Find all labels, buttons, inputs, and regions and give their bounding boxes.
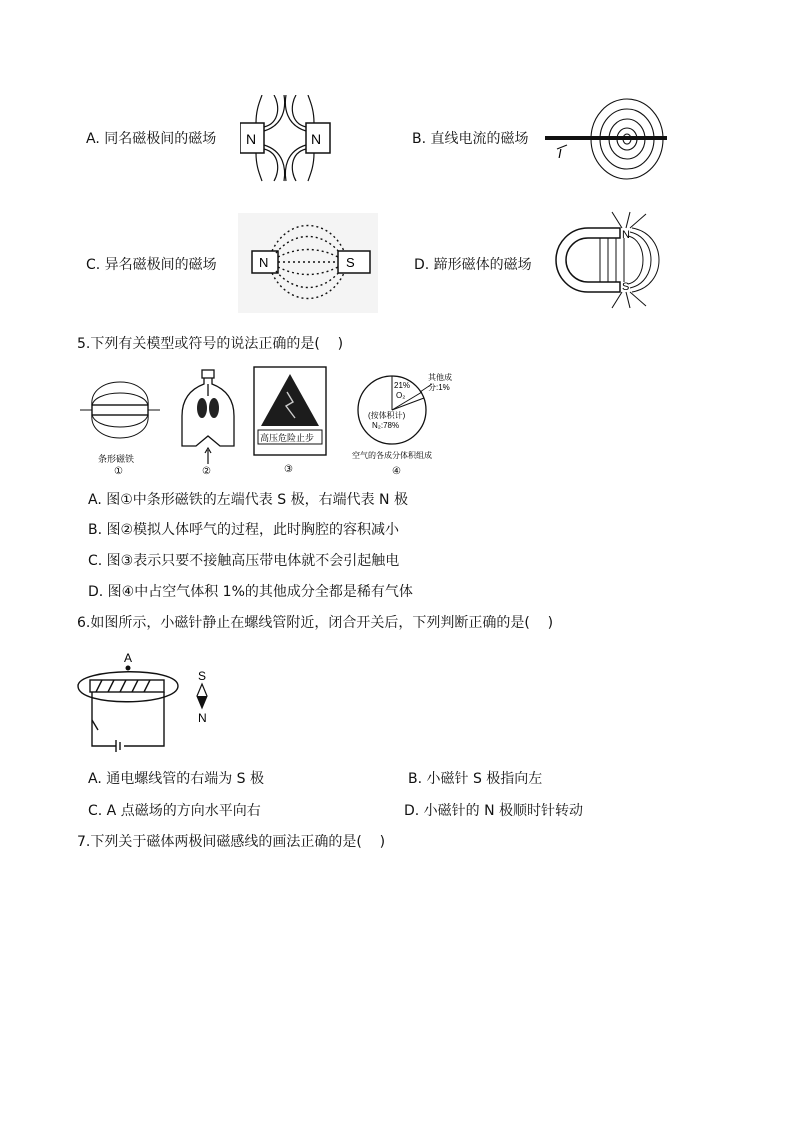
q5-fig4-n2: N₂:78% (372, 421, 400, 430)
q5-fig4-other-1: 其他成 (428, 373, 452, 382)
q6-option-a: A. 通电螺线管的右端为 S 极 (88, 771, 265, 787)
q4a-pole-left: N (246, 131, 257, 147)
q4-option-d-figure (550, 210, 675, 310)
q5-option-a: A. 图①中条形磁铁的左端代表 S 极，右端代表 N 极 (88, 492, 408, 508)
q4-option-c-figure (238, 213, 378, 313)
q4-option-a-figure (240, 95, 340, 185)
q5-fig3-sign-text: 高压危险止步 (260, 433, 315, 443)
q5-fig4-o2-pct: 21% (394, 381, 411, 390)
q5-fig4-caption: 空气的各成分体积组成 (352, 451, 432, 460)
q4a-pole-right: N (311, 131, 322, 147)
q6-option-b: B. 小磁针 S 极指向左 (408, 771, 543, 787)
q5-figure-1 (80, 368, 160, 476)
q5-option-b: B. 图②模拟人体呼气的过程，此时胸腔的容积减小 (88, 522, 400, 538)
q5-fig4-other-2: 分:1% (428, 383, 450, 392)
q6-option-c: C. A 点磁场的方向水平向右 (88, 803, 261, 819)
q7-stem: 7.下列关于磁体两极间磁感线的画法正确的是( ) (77, 834, 386, 850)
q4b-current-label: I (558, 146, 562, 161)
q5-stem: 5.下列有关模型或符号的说法正确的是( ) (77, 336, 344, 352)
q5-fig3-number: ③ (284, 464, 293, 475)
q5-fig2-number: ② (202, 466, 211, 476)
q4-option-b-text: B. 直线电流的磁场 (412, 131, 529, 147)
q4d-pole-bottom: S (622, 281, 630, 293)
q6-needle-s-label: S (198, 669, 207, 683)
q4-option-a-text: A. 同名磁极间的磁场 (86, 131, 217, 147)
q5-option-d: D. 图④中占空气体积 1%的其他成分全都是稀有气体 (88, 584, 413, 600)
q5-fig4-by-volume: (按体积计) (368, 411, 406, 420)
q4-option-c-text: C. 异名磁极间的磁场 (86, 257, 217, 273)
q6-figure (72, 650, 222, 754)
q5-option-c: C. 图③表示只要不接触高压带电体就不会引起触电 (88, 553, 400, 569)
q4-option-b-figure (545, 95, 670, 185)
q4c-pole-right: S (346, 255, 355, 270)
q6-stem: 6.如图所示，小磁针静止在螺线管附近，闭合开关后，下列判断正确的是( ) (77, 615, 554, 631)
q4d-pole-top: N (622, 229, 630, 241)
q5-fig1-number: ① (114, 466, 123, 476)
q4-option-d-text: D. 蹄形磁体的磁场 (414, 257, 532, 273)
q5-figure-4 (352, 368, 457, 476)
q6-point-a-label: A (124, 651, 133, 665)
q5-figure-3 (253, 366, 328, 476)
q5-figure-2 (178, 368, 238, 476)
q4c-pole-left: N (259, 255, 269, 270)
q6-needle-n-label: N (198, 711, 207, 725)
q6-option-d: D. 小磁针的 N 极顺时针转动 (404, 803, 584, 819)
q5-fig1-caption: 条形磁铁 (98, 454, 135, 464)
q5-fig4-o2-label: O₂ (396, 391, 406, 400)
q5-fig4-number: ④ (392, 466, 401, 476)
